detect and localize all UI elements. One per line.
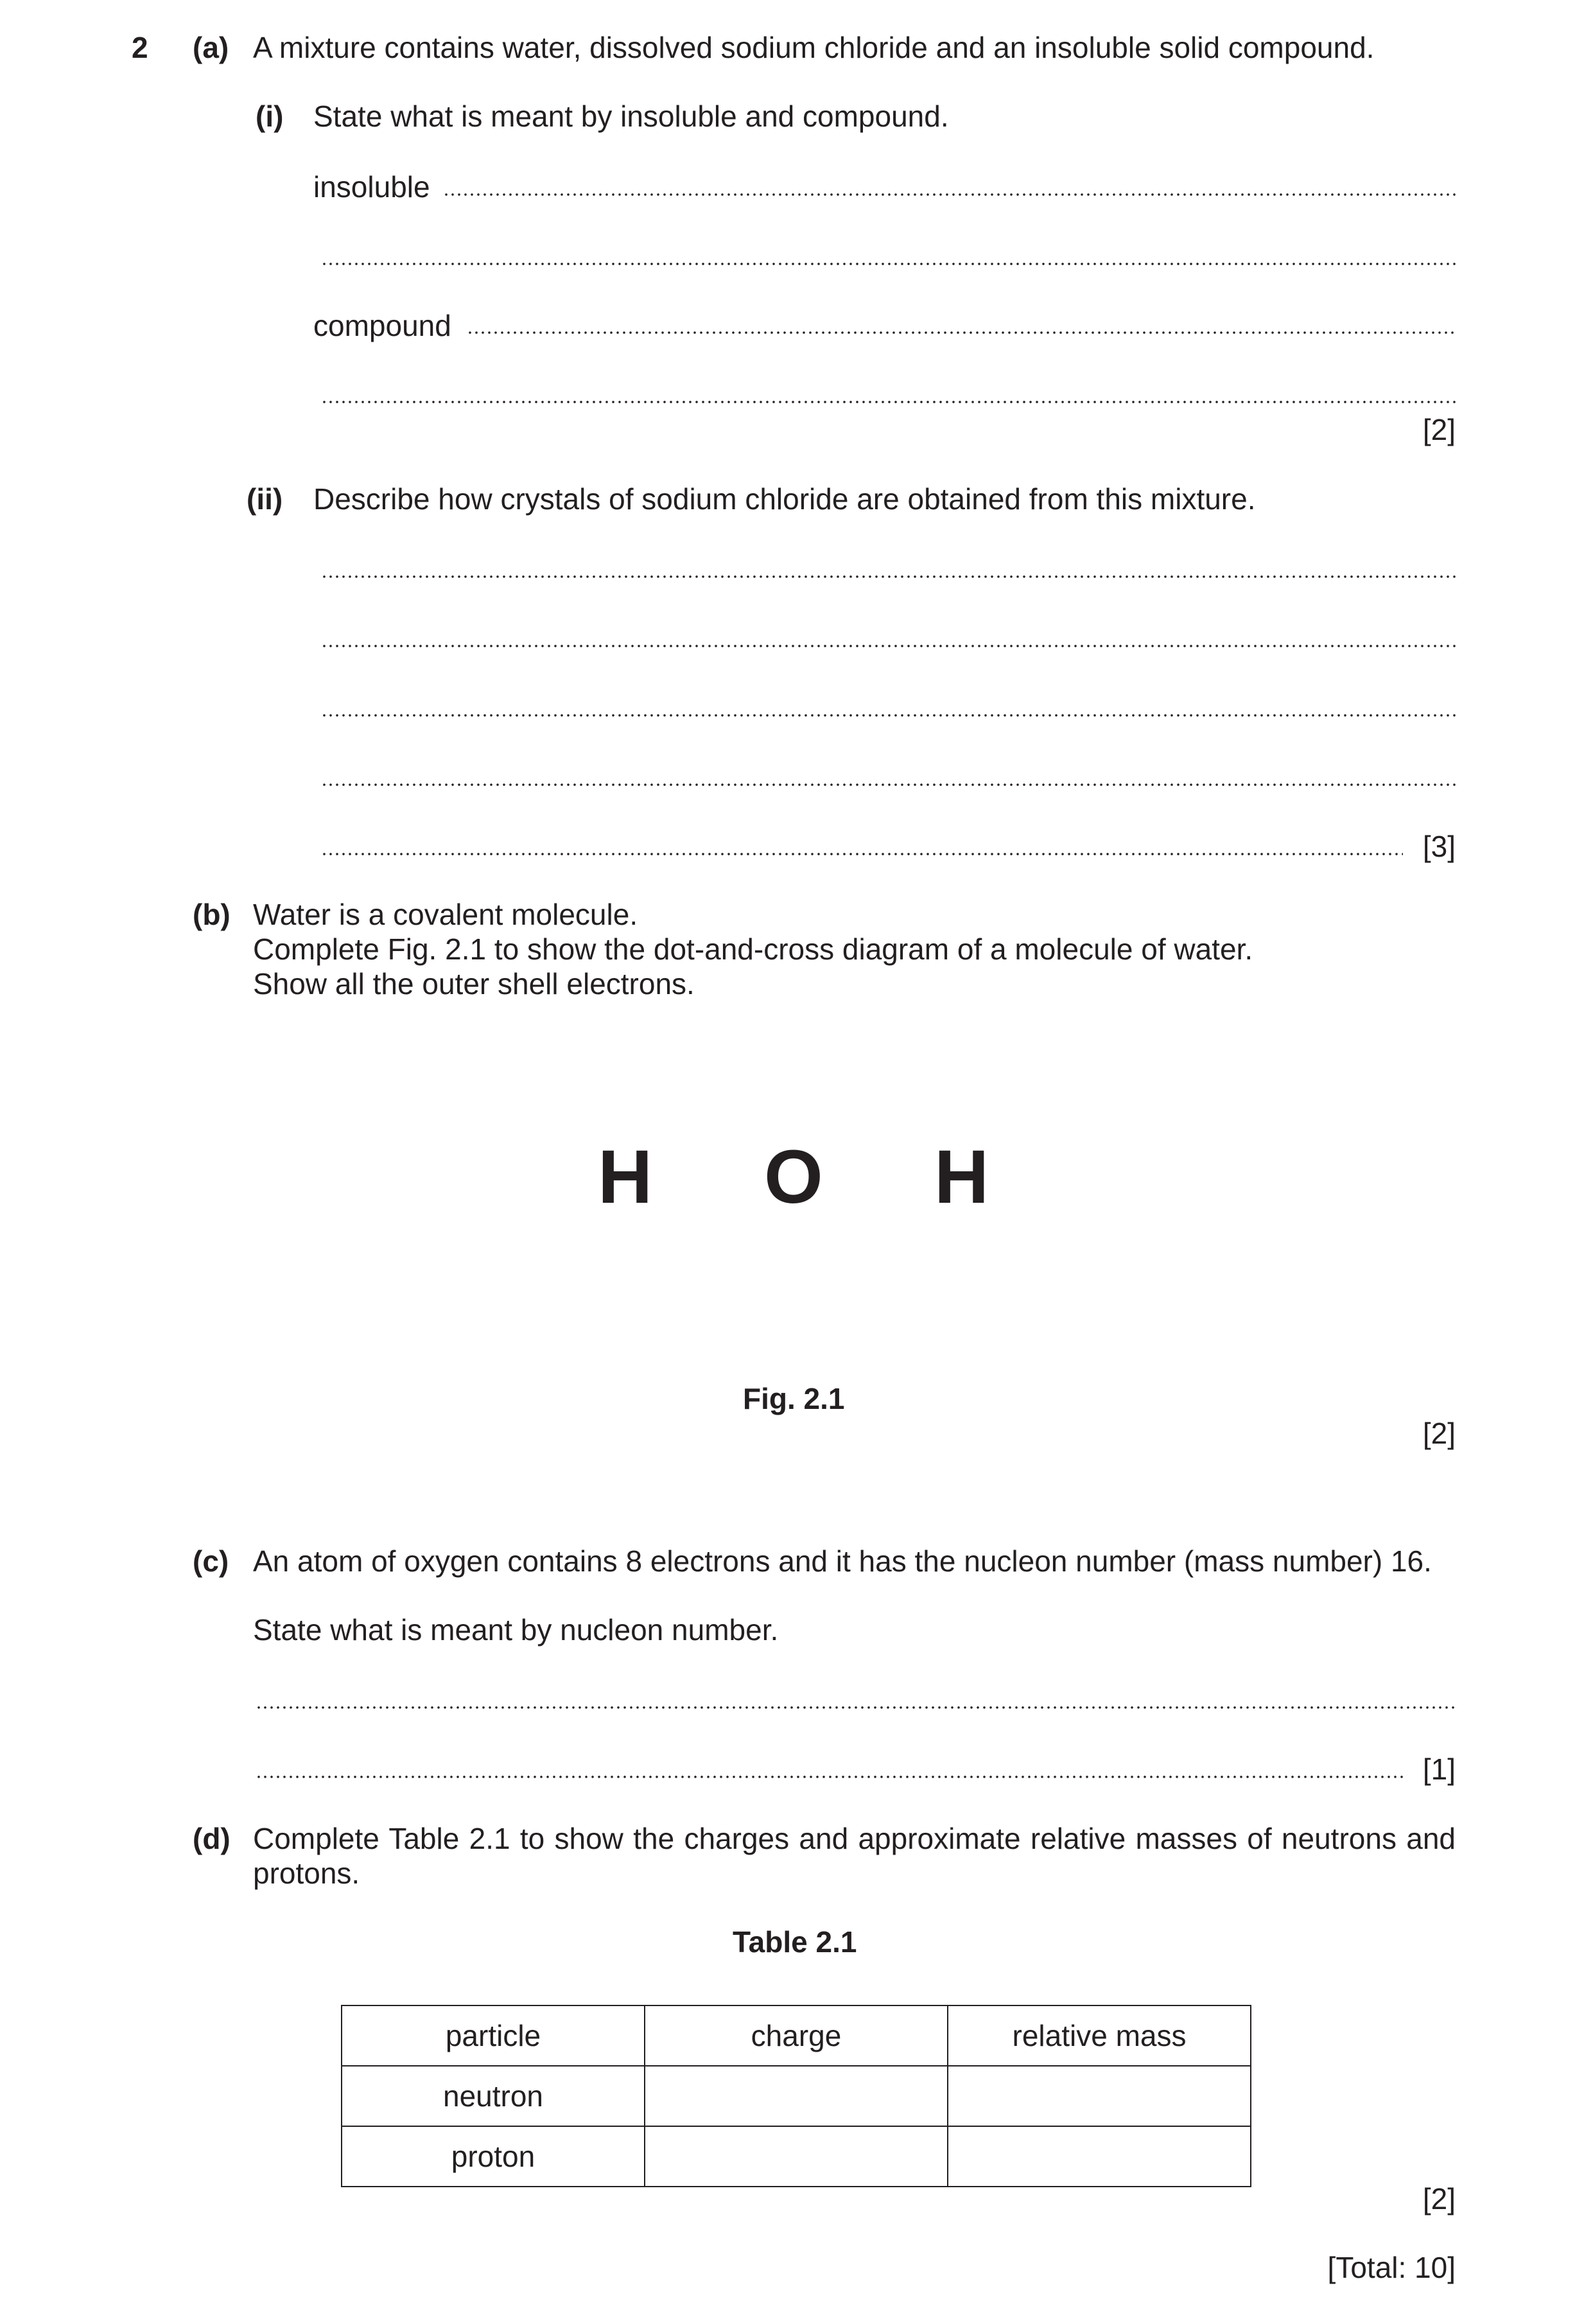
answer-line-a-ii-5[interactable] [321, 852, 1403, 856]
header-particle: particle [342, 2005, 645, 2066]
part-c-label: (c) [193, 1544, 229, 1578]
table-row [342, 2126, 1251, 2187]
marks-c: [1] [1422, 1752, 1456, 1786]
row-neutron-particle: neutron [342, 2066, 645, 2126]
part-b-line-3: Show all the outer shell electrons. [253, 967, 695, 1000]
atom-hydrogen-left: H [598, 1135, 653, 1219]
proton-charge-cell[interactable] [645, 2126, 948, 2187]
compound-label: compound [313, 309, 451, 342]
part-d-line-2: protons. [253, 1857, 360, 1890]
table-header-row [342, 2005, 1251, 2066]
part-a-label: (a) [193, 31, 229, 64]
answer-line-c-1[interactable] [256, 1706, 1456, 1709]
header-relative-mass: relative mass [948, 2005, 1251, 2066]
answer-line-compound-1[interactable] [467, 331, 1456, 335]
neutron-relative-mass-cell[interactable] [948, 2066, 1251, 2126]
part-b-label: (b) [193, 898, 231, 931]
question-number: 2 [132, 31, 148, 64]
answer-line-compound-2[interactable] [321, 400, 1456, 404]
marks-d: [2] [1422, 2182, 1456, 2215]
total-marks: [Total: 10] [1327, 2251, 1456, 2284]
figure-caption: Fig. 2.1 [743, 1382, 845, 1415]
part-a-i-label: (i) [256, 100, 284, 133]
part-a-ii-label: (ii) [247, 482, 283, 516]
answer-line-a-ii-2[interactable] [321, 644, 1456, 648]
part-c-prompt: State what is meant by nucleon number. [253, 1613, 779, 1647]
insoluble-label: insoluble [313, 170, 430, 204]
marks-b: [2] [1422, 1417, 1456, 1450]
atom-oxygen: O [764, 1135, 823, 1219]
answer-line-a-ii-3[interactable] [321, 713, 1456, 717]
part-b-line-1: Water is a covalent molecule. [253, 898, 638, 931]
answer-line-insoluble-2[interactable] [321, 262, 1456, 266]
answer-line-a-ii-4[interactable] [321, 783, 1456, 787]
part-b-line-2: Complete Fig. 2.1 to show the dot-and-cross diagram of a molecule of water. [253, 932, 1253, 966]
part-a-i-text: State what is meant by insoluble and compound. [313, 100, 949, 133]
part-d-label: (d) [193, 1822, 231, 1855]
neutron-charge-cell[interactable] [645, 2066, 948, 2126]
table-caption: Table 2.1 [733, 1925, 857, 1959]
proton-relative-mass-cell[interactable] [948, 2126, 1251, 2187]
header-charge: charge [645, 2005, 948, 2066]
table-row [342, 2066, 1251, 2126]
part-c-text: An atom of oxygen contains 8 electrons and it has the nucleon number (mass number) 16. [253, 1544, 1432, 1578]
answer-line-c-2[interactable] [256, 1775, 1403, 1779]
part-d-line-1: Complete Table 2.1 to show the charges and approximate relative masses of neutrons and [253, 1822, 1456, 1855]
part-a-ii-text: Describe how crystals of sodium chloride are obtained from this mixture. [313, 482, 1256, 516]
part-a-text: A mixture contains water, dissolved sodium chloride and an insoluble solid compound. [253, 31, 1375, 64]
atom-hydrogen-right: H [934, 1135, 989, 1219]
answer-line-insoluble-1[interactable] [443, 193, 1456, 197]
answer-line-a-ii-1[interactable] [321, 575, 1456, 579]
marks-a-ii: [3] [1422, 830, 1456, 863]
marks-a-i: [2] [1422, 413, 1456, 446]
row-proton-particle: proton [342, 2126, 645, 2187]
particle-table [341, 2005, 1251, 2187]
